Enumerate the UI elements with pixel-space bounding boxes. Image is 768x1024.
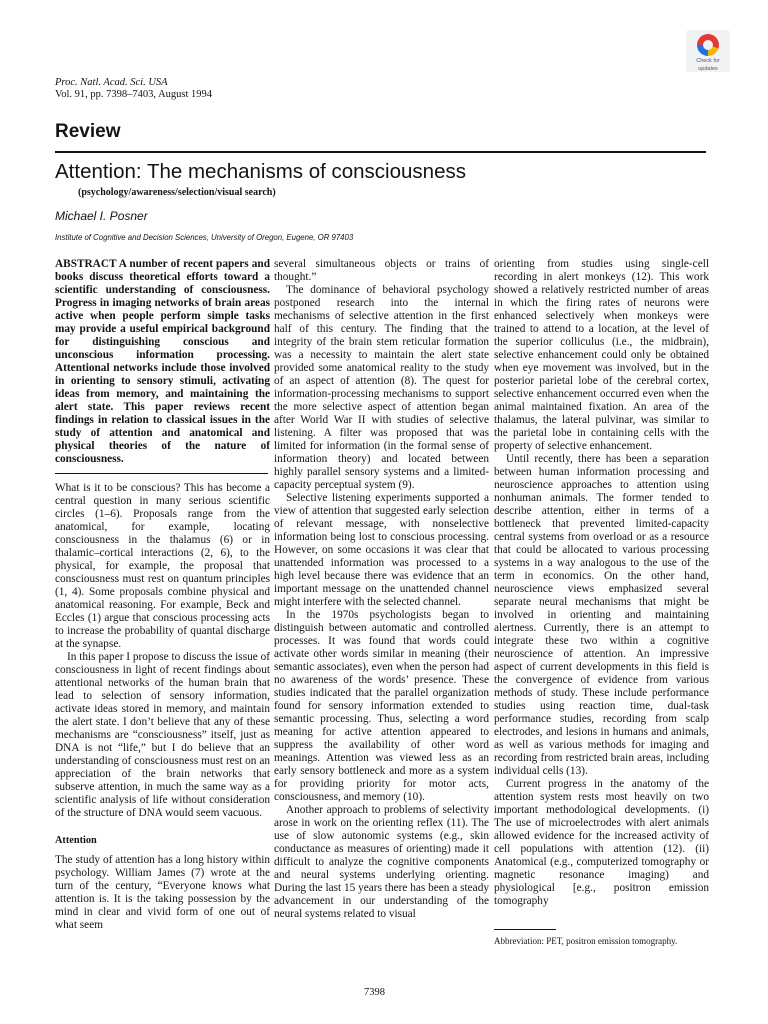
author: Michael I. Posner <box>55 209 148 223</box>
paragraph: Another approach to problems of selectivity arose in work on the orienting reflex (11). The use of slow autonomic systems (e.g., skin conductance as measures of orienting) made it difficult to analyze the cognitive components and neural systems underlying orienting. During the last 15 years there has been a steady advancement in our understanding of the neural systems related to visual <box>274 804 489 920</box>
paragraph: The dominance of behavioral psychology postponed research into the internal mechanisms of selective attention in the first half of this century. The finding that the integrity of the brain stem reticular formation was a necessity to maintain the alert state provided some anatomical reality to the study of an aspect of attention (8). The quest for information-processing mechanisms to support the more selective aspect of attention began after World War II with studies of selective listening. A filter was proposed that was limited for information (in the formal sense of information theory) and located between highly parallel sensory systems and a limited-capacity perceptual system (9). <box>274 284 489 491</box>
section-heading: Attention <box>55 835 97 846</box>
badge-line-2: updates <box>698 66 718 72</box>
paragraph: What is it to be conscious? This has become a central question in many serious scientific circles (1–6). Proposals range from the anatomical, for example, locating consciousness in the thalamus (6) or in thalamic–cortical interactions (2, 6), to the physical, for example, the proposal that consciousness must rest on quantum principles (1, 4). Some proposals combine physical and anatomical reasoning. For example, Beck and Eccles (1) argue that conscious processing acts to increase the probability of quantal discharge at the synapse. <box>55 482 270 650</box>
check-for-updates-badge[interactable] <box>686 30 730 72</box>
article-title: Attention: The mechanisms of consciousness <box>55 160 466 183</box>
paragraph: Current progress in the anatomy of the attention system rests most heavily on two important methodological developments. (i) The use of microelectrodes with alert animals allowed evidence for the increased activity of cell populations with attention (12). (ii) Anatomical (e.g., computerized tomography or magnetic resonance imaging) and physiological [e.g., positron emission tomography <box>494 778 709 907</box>
header-rule <box>55 151 706 153</box>
paragraph: Until recently, there has been a separation between human information processing and neuroscience approaches to attention using nonhuman animals. The former tended to describe attention, either in terms of a bottleneck that prevented limited-capacity central systems from overload or as a resource that could be allocated to various processing systems in a way analogous to the use of the term in economics. On the other hand, neuroscience views emphasized several separate neural mechanisms that might be involved in orienting and maintaining alertness. Currently, there is an attempt to integrate these two within a cognitive neuroscience of attention. An impressive aspect of current developments in this field is the convergence of evidence from various methods of study. These include performance studies using reaction time, dual-task performance studies, recording from scalp electrodes, and lesions in humans and animals, as well as various methods for imaging and recording from restricted brain areas, including individual cells (13). <box>494 453 709 777</box>
journal-citation <box>55 77 212 101</box>
paragraph: The study of attention has a long history within psychology. William James (7) wrote at the turn of the century, “Everyone knows what attention is. It is the taking possession by the mind in clear and vivid form of one out of what seem <box>55 854 270 931</box>
journal-volume: Vol. 91, pp. 7398–7403, August 1994 <box>55 89 213 100</box>
journal-name: Proc. Natl. Acad. Sci. USA <box>55 77 168 88</box>
column-2 <box>274 258 489 921</box>
paragraph: several simultaneous objects or trains of thought.” <box>274 258 489 283</box>
badge-line-1: Check for <box>696 58 720 64</box>
keywords: (psychology/awareness/selection/visual search) <box>78 187 276 198</box>
section-label: Review <box>55 121 121 142</box>
paragraph: orienting from studies using single-cell recording in alert monkeys (12). This work showed a relatively restricted number of areas in which the firing rates of neurons were enhanced selectively when monkeys were trained to attend to a location, at the level of the superior colliculus (i.e., the midbrain), selective enhancement could only be obtained when eye movement was involved, but in the posterior parietal lobe of the cerebral cortex, selective enhancement occurred even when the animal maintained fixation. An area of the thalamus, the lateral pulvinar, was similar to the parietal lobe in containing cells with the property of selective enhancement. <box>494 258 709 452</box>
footnote: Abbreviation: PET, positron emission tomography. <box>494 936 678 946</box>
paragraph: Selective listening experiments supported a view of attention that suggested early selection of relevant message, with nonselective information being lost to conscious processing. However, on some occasions it was clear that unattended information was processed to a high level because there was evidence that an important message on the unattended channel might interfere with the selected channel. <box>274 492 489 608</box>
column-1 <box>55 258 270 932</box>
abstract: ABSTRACT A number of recent papers and books discuss theoretical efforts toward a scientific understanding of consciousness. Progress in imaging networks of brain areas active when people perform simple tasks may provide a useful empirical background for distinguishing conscious and unconscious information processing. Attentional networks include those involved in orienting to sensory stimuli, activating ideas from memory, and maintaining the alert state. This paper reviews recent findings in relation to classical issues in the study of attention and anatomical and physical theories of the nature of consciousness. <box>55 258 270 465</box>
check-for-updates-icon <box>697 34 719 56</box>
paragraph: In this paper I propose to discuss the issue of consciousness in light of recent findings about attentional networks of the human brain that lead to selection of sensory information, activate ideas stored in memory, and maintain the alert state. I don’t believe that any of these mechanisms are “consciousness” itself, just as DNA is not “life,” but I do believe that an understanding of consciousness must rest on an appreciation of the brain networks that subserve attention, in much the same way as a scientific analysis of life without consideration of the structure of DNA would seem vacuous. <box>55 651 270 819</box>
abstract-divider <box>55 473 268 474</box>
page-number: 7398 <box>364 987 385 998</box>
paragraph: In the 1970s psychologists began to distinguish between automatic and controlled processes. It was found that words could activate other words similar in meaning (their semantic associates), even when the person had no awareness of the words’ presence. These studies indicated that the parallel organization found for sensory information extended to semantic processing. Thus, selecting a word meaning for active attention appeared to suppress the availability of other word meanings. Attention was viewed less as an early sensory bottleneck and more as a system for providing priority for motor acts, consciousness, and memory (10). <box>274 609 489 803</box>
affiliation: Institute of Cognitive and Decision Sciences, University of Oregon, Eugene, OR 97403 <box>55 233 354 242</box>
footnote-rule <box>494 929 556 930</box>
column-3 <box>494 258 709 908</box>
